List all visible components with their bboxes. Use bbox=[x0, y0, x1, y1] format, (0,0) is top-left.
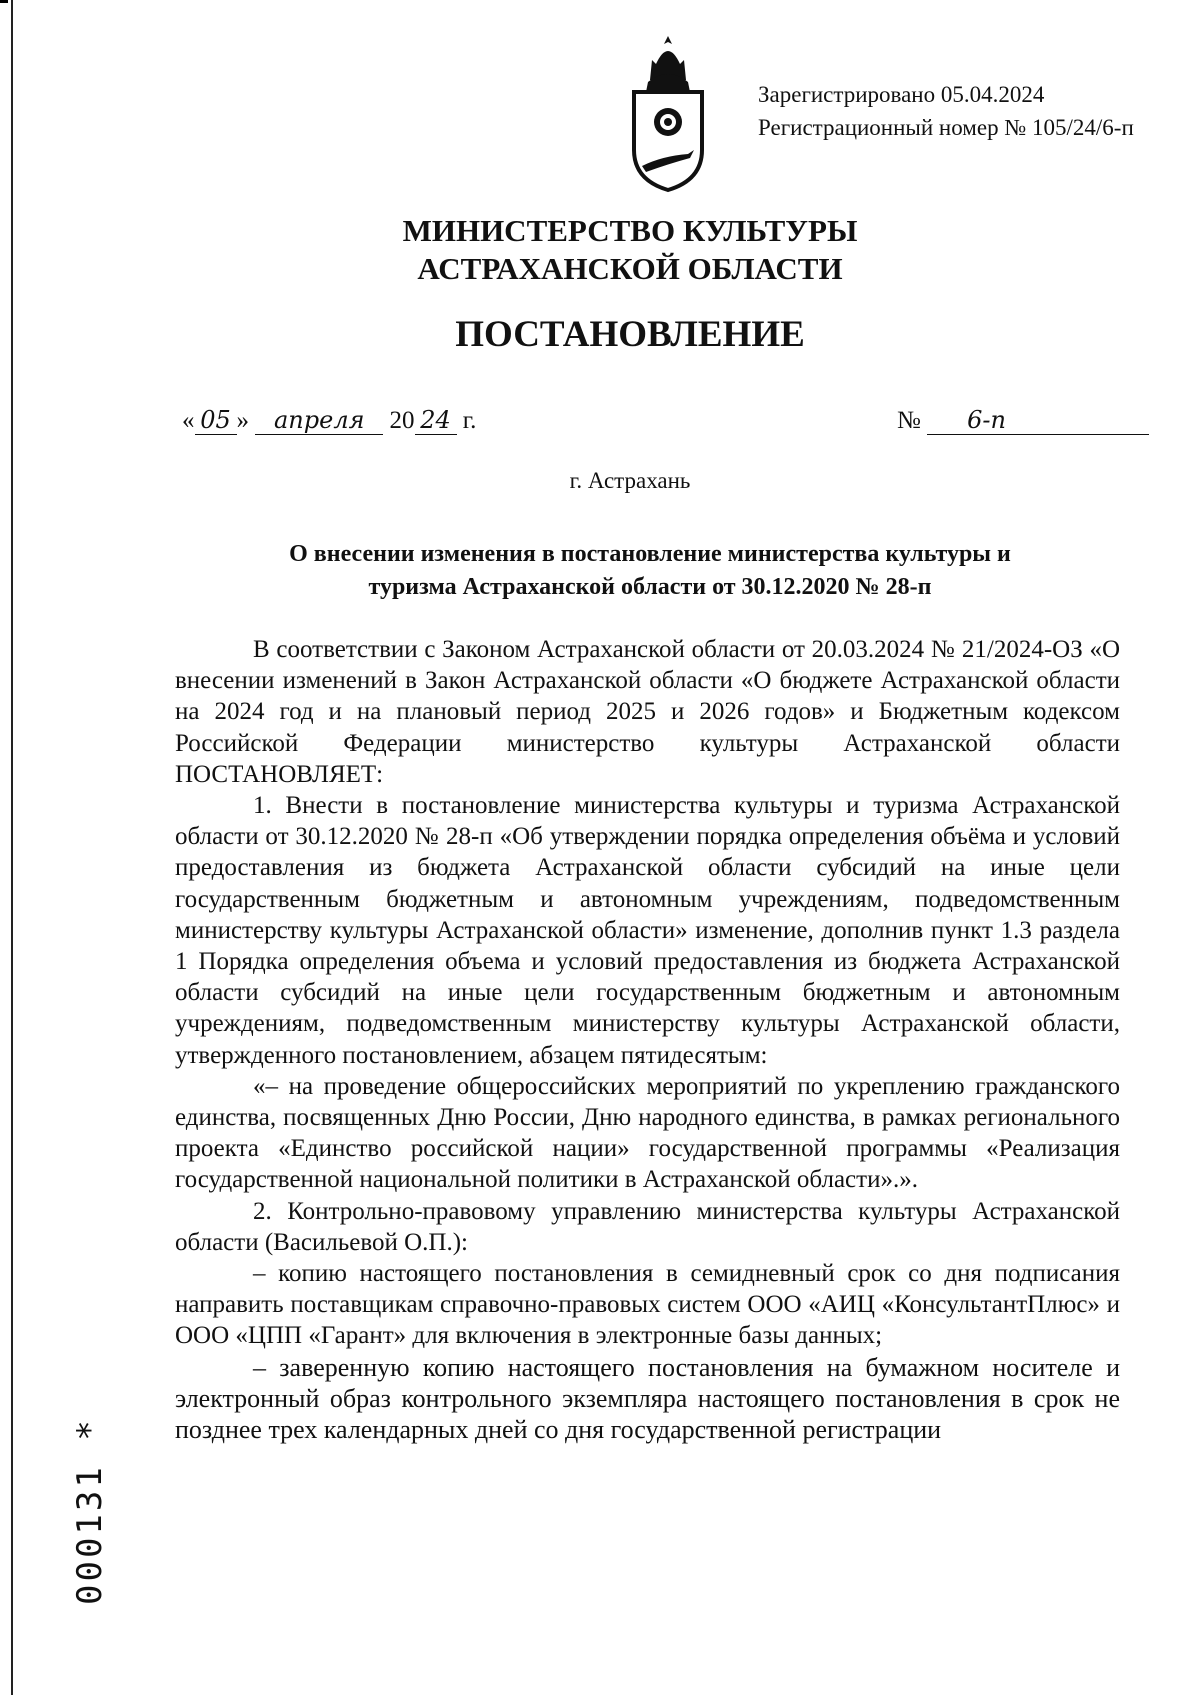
paragraph-item-2-certified: – заверенную копию настоящего постановления на бумажном носителе и электронный образ контрольного экземпляра настоящего постановления в срок не позднее трех календарных дней со дня государственной регистрации bbox=[175, 1352, 1120, 1445]
ministry-header bbox=[0, 212, 1200, 288]
coat-of-arms-emblem bbox=[628, 30, 708, 200]
date-open-quote: « bbox=[182, 407, 195, 434]
title-line1: О внесении изменения в постановление министерства культуры и bbox=[289, 541, 1011, 567]
date-field bbox=[182, 406, 476, 435]
document-body bbox=[175, 634, 1120, 1445]
date-year-suffix: 24 bbox=[415, 406, 457, 435]
date-close-quote: » bbox=[236, 407, 249, 434]
paragraph-item-2: 2. Контрольно-правовому управлению министерства культуры Астраханской области (Васильевой О.П.): bbox=[175, 1197, 1120, 1256]
date-year-prefix: 20 bbox=[389, 407, 415, 434]
paragraph-preamble: В соответствии с Законом Астраханской области от 20.03.2024 № 21/2024-ОЗ «О внесении изменений в Закон Астраханской области «О бюджете Астраханской области на 2024 год и на плановый период 2025 и 2026 годов» и Бюджетным кодексом Российской Федерации министерство культуры Астраханской области ПОСТАНОВЛЯЕТ: bbox=[175, 636, 1120, 788]
date-day: 05 bbox=[195, 406, 237, 435]
date-year-unit: г. bbox=[462, 407, 477, 434]
document-type: ПОСТАНОВЛЕНИЕ bbox=[455, 314, 805, 355]
registration-stamp bbox=[758, 78, 1134, 144]
date-month: апреля bbox=[255, 406, 383, 435]
ministry-name-line1: МИНИСТЕРСТВО КУЛЬТУРЫ bbox=[402, 213, 858, 248]
archive-stamp-text: 000131 * bbox=[70, 1417, 110, 1605]
ministry-name-line2: АСТРАХАНСКОЙ ОБЛАСТИ bbox=[417, 251, 843, 286]
paragraph-amendment: «– на проведение общероссийских мероприятий по укреплению гражданского единства, посвященных Дню России, Дню народного единства, в рамках регионального проекта «Единство российской нации» государственной программы «Реализация государственной национальной политики в Астраханской области».». bbox=[175, 1072, 1120, 1194]
registration-date: Зарегистрировано 05.04.2024 bbox=[758, 82, 1045, 107]
paragraph-item-1: 1. Внести в постановление министерства культуры и туризма Астраханской области от 30.12.2020 № 28-п «Об утверждении порядка определения объёма и условий предоставления из бюджета Астраханской области субсидий на иные цели государственным бюджетным и автономным учреждениям, подведомственным министерству культуры Астраханской области» изменение, дополнив пункт 1.3 раздела 1 Порядка определения объема и условий предоставления из бюджета Астраханской области субсидий на иные цели государственным бюджетным и автономным учреждениям, подведомственным министерству культуры Астраханской области, утвержденного постановлением, абзацем пятидесятым: bbox=[175, 792, 1120, 1069]
document-number-field bbox=[897, 406, 1149, 435]
scan-edge-mark bbox=[0, 0, 8, 3]
paragraph-item-2-copy: – копию настоящего постановления в семидневный срок со дня подписания направить поставщикам справочно-правовых систем ООО «АИЦ «КонсультантПлюс» и ООО «ЦПП «Гарант» для включения в электронные базы данных; bbox=[175, 1260, 1120, 1350]
registration-number: Регистрационный номер № 105/24/6-п bbox=[758, 115, 1134, 140]
document-number: 6-п bbox=[927, 406, 1149, 435]
city: г. Астрахань bbox=[569, 468, 691, 493]
number-label: № bbox=[897, 407, 921, 434]
archive-stamp bbox=[40, 1335, 110, 1605]
document-title bbox=[190, 538, 1110, 604]
title-line2: туризма Астраханской области от 30.12.2020 № 28-п bbox=[368, 574, 932, 600]
